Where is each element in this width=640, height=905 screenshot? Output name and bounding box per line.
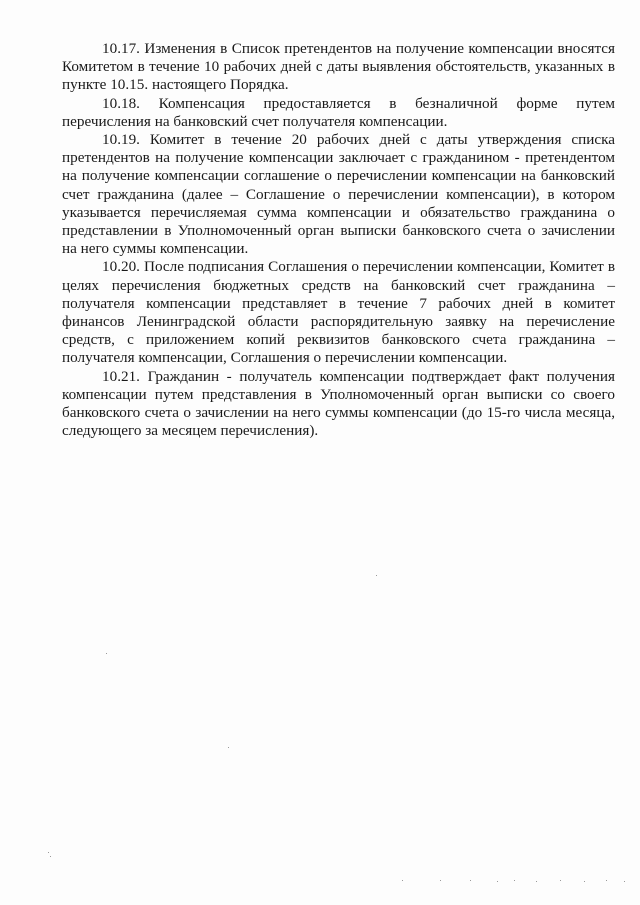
scan-speck [584, 881, 585, 882]
paragraph-line: 10.21. Гражданин - получатель компенсации подтверждает факт получения [102, 367, 615, 385]
scan-speck [536, 881, 537, 882]
paragraph-line: целях перечисления бюджетных средств на банковский счет гражданина – [62, 276, 615, 294]
scan-speck [440, 880, 441, 881]
paragraph-line: средств, с приложением копий реквизитов банковского счета гражданина – [62, 331, 615, 349]
scan-speck [606, 880, 607, 881]
paragraph-line: 10.20. После подписания Соглашения о перечислении компенсации, Комитет в [102, 258, 615, 276]
paragraph-line: 10.18. Компенсация предоставляется в безналичной форме путем [102, 94, 615, 112]
paragraph-line: Комитетом в течение 10 рабочих дней с даты выявления обстоятельств, указанных в [62, 58, 615, 76]
paragraph-line: 10.17. Изменения в Список претендентов на получение компенсации вносятся [102, 40, 615, 57]
paragraph-10-18 [62, 95, 615, 131]
paragraph-line: компенсации путем представления в Уполномоченный орган выписки со своего [62, 385, 615, 403]
paragraph-line: пункте 10.15. настоящего Порядка. [62, 76, 289, 94]
paragraph-line: на получение компенсации соглашение о перечислении компенсации на банковский [62, 167, 615, 185]
paragraph-10-21 [62, 368, 615, 441]
scan-speck [402, 880, 403, 881]
paragraph-line: указывается перечисляемая сумма компенсации и обязательство гражданина о [62, 203, 615, 221]
paragraph-line: получателя компенсации, Соглашения о перечислении компенсации. [62, 349, 508, 367]
scan-speck [106, 653, 107, 654]
paragraph-10-19 [62, 131, 615, 258]
paragraph-line: банковского счета о зачислении на него суммы компенсации (до 15-го числа месяца, [62, 404, 615, 422]
paragraph-10-20 [62, 258, 615, 367]
paragraph-line: на него суммы компенсации. [62, 240, 249, 258]
scan-speck [228, 747, 229, 748]
scan-speck [470, 880, 471, 881]
paragraph-line: следующего за месяцем перечисления). [62, 422, 319, 440]
scan-speck [497, 881, 498, 882]
paragraph-line: представлении в Уполномоченный орган выписки банковского счета о зачислении [62, 222, 615, 240]
document-body [62, 40, 615, 440]
paragraph-line: финансов Ленинградской области распорядительную заявку на перечисление [62, 313, 615, 331]
paragraph-line: получателя компенсации представляет в течение 7 рабочих дней в комитет [62, 294, 615, 312]
paragraph-line: перечисления на банковский счет получателя компенсации. [62, 112, 448, 130]
scan-speck [514, 880, 515, 881]
scan-speck [624, 881, 625, 882]
scan-speck [50, 856, 51, 857]
paragraph-line: 10.19. Комитет в течение 20 рабочих дней с даты утверждения списка [102, 131, 615, 149]
scan-speck [560, 880, 561, 881]
paragraph-10-17 [62, 40, 615, 95]
paragraph-line: претендентов на получение компенсации заключает с гражданином - претендентом [62, 149, 615, 167]
scan-speck [376, 575, 377, 576]
paragraph-line: счет гражданина (далее – Соглашение о перечислении компенсации), в котором [62, 185, 615, 203]
scan-speck [48, 852, 49, 853]
